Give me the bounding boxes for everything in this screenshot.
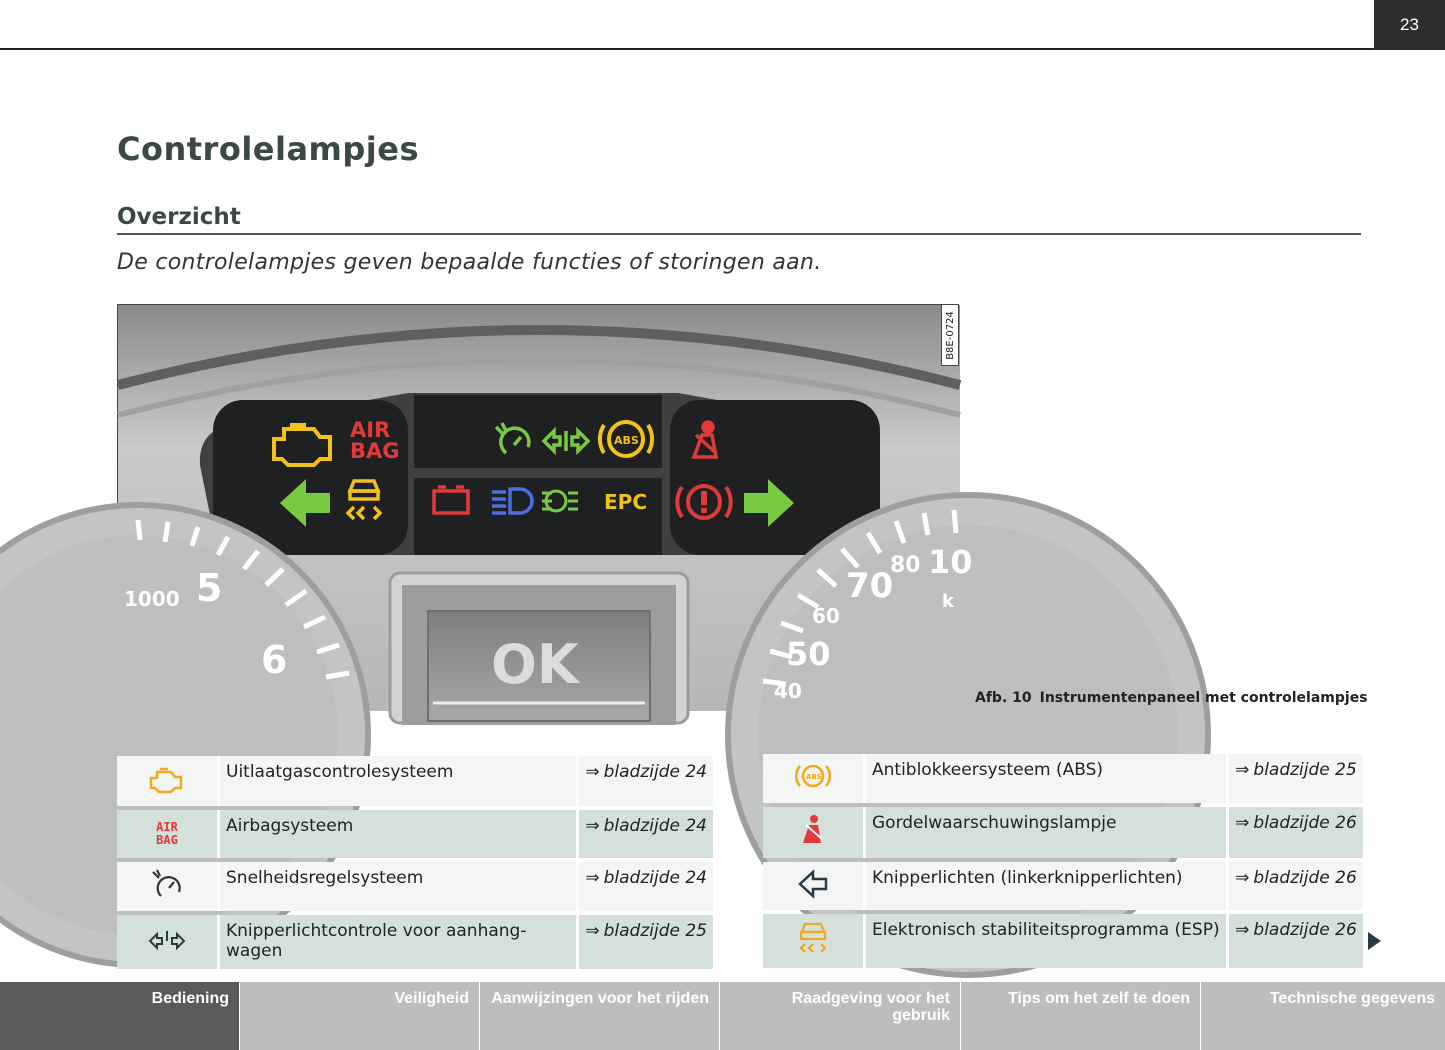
ref-text: bladzijde 26 — [1253, 920, 1357, 940]
lamp-description: Airbagsysteem — [220, 810, 579, 858]
abs-icon-text: ABS — [806, 773, 822, 781]
lamp-icon-cell — [117, 915, 220, 969]
lamp-table-left — [117, 752, 713, 973]
esp-icon — [796, 921, 830, 957]
ref-text: bladzijde 25 — [1253, 760, 1357, 780]
ref-arrow: ⇒ — [1235, 920, 1250, 940]
ref-text: bladzijde 25 — [603, 921, 707, 941]
page-reference-link[interactable] — [579, 810, 713, 858]
lamp-description: Antiblokkeersysteem (ABS) — [866, 754, 1229, 803]
page-reference-link[interactable] — [579, 915, 713, 969]
table-row — [117, 756, 713, 806]
page-number: 23 — [1374, 0, 1445, 50]
speedo-label-50: 50 — [786, 635, 831, 673]
tab-tips[interactable]: Tips om het zelf te doen — [961, 982, 1201, 1050]
speedo-label-40: 40 — [774, 679, 802, 703]
lamp-icon-cell — [763, 807, 866, 858]
page-reference-link[interactable] — [1229, 862, 1363, 910]
display-ok: OK — [491, 633, 579, 696]
table-row — [763, 862, 1363, 910]
ref-arrow: ⇒ — [585, 816, 600, 836]
instrument-panel-figure — [117, 304, 973, 710]
table-row — [117, 915, 713, 969]
lamp-description: Uitlaatgascontrolesysteem — [220, 756, 579, 806]
airbag-icon-text-2: BAG — [156, 833, 178, 847]
trailer-indicator-icon — [147, 927, 187, 953]
tacho-label-6: 6 — [261, 638, 288, 682]
lamp-description: Gordelwaarschuwingslampje — [866, 807, 1229, 858]
table-row — [763, 807, 1363, 858]
page-reference-link[interactable] — [1229, 754, 1363, 803]
section-rule — [117, 233, 1361, 235]
tacho-label-5: 5 — [196, 566, 223, 610]
tab-veiligheid[interactable]: Veiligheid — [240, 982, 480, 1050]
lamp-icon-cell — [117, 756, 220, 806]
ref-arrow: ⇒ — [1235, 813, 1250, 833]
ref-arrow: ⇒ — [1235, 760, 1250, 780]
tab-raadgeving[interactable]: Raadgeving voor het gebruik — [720, 982, 961, 1050]
abs-icon — [793, 760, 833, 792]
abs-lamp-text: ABS — [614, 434, 639, 447]
lamp-icon-cell — [763, 754, 866, 803]
speedo-label-60: 60 — [812, 604, 840, 628]
lamp-icon-cell — [763, 862, 866, 910]
ref-arrow: ⇒ — [1235, 868, 1250, 888]
cruise-control-icon — [147, 868, 187, 900]
page-reference-link[interactable] — [579, 756, 713, 806]
tab-aanwijzingen[interactable]: Aanwijzingen voor het rijden — [480, 982, 720, 1050]
ref-arrow: ⇒ — [585, 762, 600, 782]
lamp-description: Snelheidsregelsysteem — [220, 862, 579, 911]
intro-text: De controlelampjes geven bepaalde functies of storingen aan. — [117, 250, 822, 275]
tacho-label-1000: 1000 — [124, 587, 180, 611]
caption-text: Instrumentenpaneel met controlelampjes — [1039, 690, 1368, 706]
tab-bediening[interactable]: Bediening — [0, 982, 240, 1050]
figure-caption — [975, 690, 1368, 706]
page-title: Controlelampjes — [117, 130, 420, 168]
ref-arrow: ⇒ — [585, 868, 600, 888]
figure-code: B8E-0724 — [941, 304, 959, 366]
table-row — [763, 914, 1363, 968]
speedo-label-70: 70 — [846, 566, 894, 606]
table-row — [117, 810, 713, 858]
ref-text: bladzijde 26 — [1253, 813, 1357, 833]
page-reference-link[interactable] — [1229, 914, 1363, 968]
speedo-label-unit: k — [942, 591, 954, 612]
airbag-icon — [123, 821, 211, 847]
page-reference-link[interactable] — [1229, 807, 1363, 858]
table-row — [763, 754, 1363, 803]
lamp-icon-cell — [763, 914, 866, 968]
ref-arrow: ⇒ — [585, 921, 600, 941]
lamp-table-right — [763, 750, 1363, 972]
lamp-description: Knipperlichten (linkerknipperlichten) — [866, 862, 1229, 910]
seatbelt-icon — [798, 813, 828, 847]
section-title: Overzicht — [117, 204, 241, 230]
header-rule — [0, 48, 1374, 50]
speedo-label-10: 10 — [928, 543, 973, 581]
engine-check-icon — [147, 764, 187, 794]
instrument-panel-illustration — [118, 305, 973, 711]
continue-arrow-icon[interactable] — [1368, 932, 1381, 950]
lamp-description: Knipperlichtcontrole voor aanhang-wagen — [220, 915, 579, 969]
lamp-icon-cell — [117, 862, 220, 911]
speedo-label-80: 80 — [890, 553, 921, 578]
ref-text: bladzijde 26 — [1253, 868, 1357, 888]
ref-text: bladzijde 24 — [603, 762, 707, 782]
ref-text: bladzijde 24 — [603, 868, 707, 888]
turn-left-icon — [796, 869, 830, 899]
caption-label: Afb. 10 — [975, 690, 1032, 706]
lamp-description: Elektronisch stabiliteitsprogramma (ESP) — [866, 914, 1229, 968]
airbag-icon-text-1: AIR — [156, 820, 178, 834]
tab-technische-gegevens[interactable]: Technische gegevens — [1201, 982, 1445, 1050]
airbag-lamp-line2: BAG — [350, 439, 400, 463]
page-reference-link[interactable] — [579, 862, 713, 911]
ref-text: bladzijde 24 — [603, 816, 707, 836]
footer-nav — [0, 982, 1445, 1050]
table-row — [117, 862, 713, 911]
airbag-lamp-line1: AIR — [350, 418, 391, 442]
lamp-icon-cell — [117, 810, 220, 858]
epc-lamp: EPC — [604, 490, 647, 514]
